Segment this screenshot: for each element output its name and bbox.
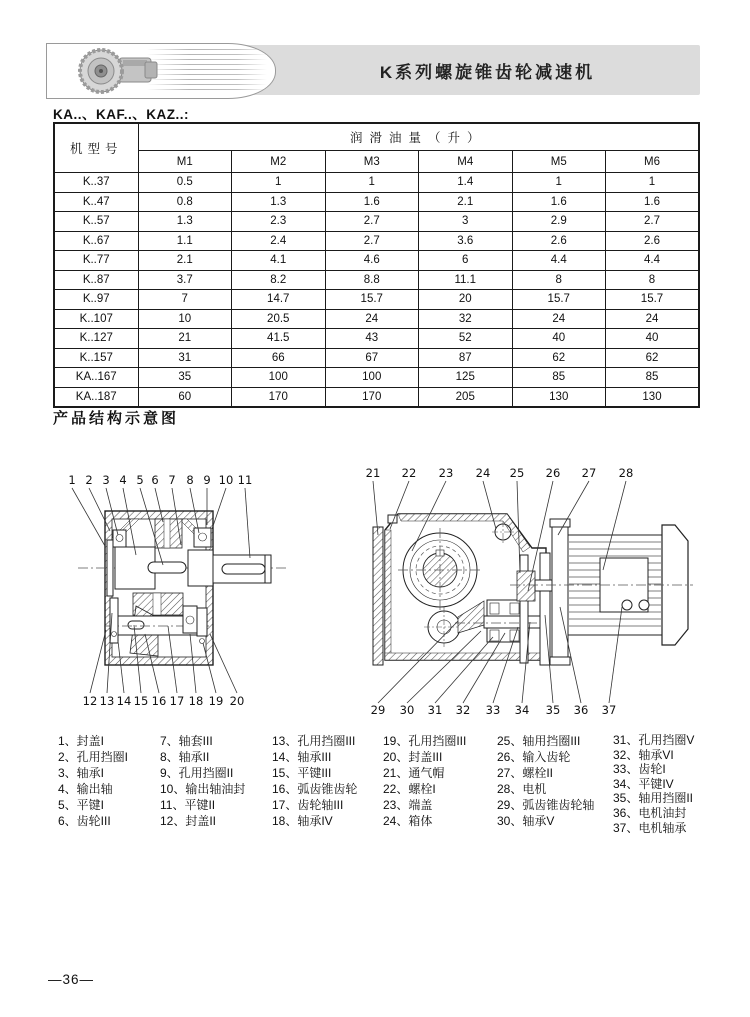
oil-value-cell: 11.1 (419, 270, 513, 290)
table-row (54, 309, 699, 329)
parts-item: 10、输出轴油封 (160, 782, 246, 796)
parts-item: 2、孔用挡圈I (58, 750, 129, 764)
table-row (54, 251, 699, 271)
oil-value-cell: 2.7 (325, 231, 419, 251)
oil-value-cell: 130 (512, 387, 606, 407)
parts-item: 31、孔用挡圈V (613, 733, 695, 747)
callout-number: 28 (618, 466, 634, 480)
parts-item: 14、轴承III (272, 750, 332, 764)
oil-value-cell: 3 (419, 212, 513, 232)
oil-value-cell: 52 (419, 329, 513, 349)
model-column-header: 机型号 (54, 123, 138, 173)
oil-value-cell: 4.4 (512, 251, 606, 271)
parts-item: 7、轴套III (160, 734, 213, 748)
oil-value-cell: 100 (232, 368, 326, 388)
oil-value-cell: 1.1 (138, 231, 232, 251)
oil-value-cell: 66 (232, 348, 326, 368)
callout-number: 1 (68, 473, 76, 487)
callout-number: 31 (427, 703, 443, 717)
oil-value-cell: 87 (419, 348, 513, 368)
callout-number: 21 (365, 466, 381, 480)
oil-value-cell: 62 (606, 348, 700, 368)
oil-value-cell: 2.6 (512, 231, 606, 251)
oil-value-cell: 1.6 (512, 192, 606, 212)
parts-item: 36、电机油封 (613, 805, 687, 820)
gearbox-side-drawing (373, 514, 693, 665)
oil-value-cell: 4.4 (606, 251, 700, 271)
callout-number: 8 (186, 473, 194, 487)
callout-number: 20 (229, 694, 245, 708)
oil-value-cell: 40 (606, 329, 700, 349)
parts-item: 23、端盖 (383, 798, 433, 812)
table-row (54, 192, 699, 212)
model-cell: KA..187 (54, 387, 138, 407)
parts-item: 4、输出轴 (58, 782, 113, 796)
right-structure-diagram (360, 455, 695, 725)
parts-column (272, 733, 357, 829)
callout-number: 33 (485, 703, 501, 717)
oil-value-cell: 8 (512, 270, 606, 290)
leader-line (89, 488, 110, 531)
parts-item: 33、齿轮I (613, 762, 666, 777)
oil-value-cell: 2.4 (232, 231, 326, 251)
parts-column (58, 733, 128, 829)
parts-item: 19、孔用挡圈III (383, 734, 467, 748)
series-label: KA..、KAF..、KAZ..: (53, 107, 189, 122)
table-row (54, 270, 699, 290)
oil-value-cell: 4.1 (232, 251, 326, 271)
parts-column (497, 733, 594, 829)
oil-value-cell: 2.1 (419, 192, 513, 212)
oil-value-cell: 60 (138, 387, 232, 407)
oil-value-cell: 21 (138, 329, 232, 349)
callout-number: 11 (237, 473, 253, 487)
callout-number: 34 (514, 703, 530, 717)
callout-number: 30 (399, 703, 415, 717)
parts-item: 16、弧齿锥齿轮 (272, 782, 358, 796)
model-cell: K..47 (54, 192, 138, 212)
callout-number: 35 (545, 703, 561, 717)
parts-item: 37、电机轴承 (613, 820, 687, 835)
parts-column (160, 733, 245, 829)
parts-item: 3、轴承I (58, 766, 105, 780)
oil-value-cell: 15.7 (512, 290, 606, 310)
callout-number: 12 (82, 694, 98, 708)
table-row (54, 387, 699, 407)
parts-item: 25、轴用挡圈III (497, 734, 581, 748)
model-cell: K..67 (54, 231, 138, 251)
model-cell: KA..167 (54, 368, 138, 388)
oil-value-cell: 2.6 (606, 231, 700, 251)
leader-line (245, 488, 250, 558)
oil-value-cell: 85 (512, 368, 606, 388)
callout-number: 2 (85, 473, 93, 487)
oil-value-cell: 170 (232, 387, 326, 407)
parts-item: 34、平键IV (613, 776, 674, 791)
oil-value-cell: 10 (138, 309, 232, 329)
parts-item: 20、封盖III (383, 750, 443, 764)
callout-number: 18 (188, 694, 204, 708)
oil-value-cell: 1.4 (419, 173, 513, 193)
model-cell: K..87 (54, 270, 138, 290)
callout-number: 32 (455, 703, 471, 717)
table-header-row (54, 123, 699, 151)
callout-number: 24 (475, 466, 491, 480)
parts-item: 15、平键III (272, 766, 332, 780)
model-cell: K..57 (54, 212, 138, 232)
parts-item: 5、平键I (58, 798, 105, 812)
oil-value-cell: 4.6 (325, 251, 419, 271)
size-header-cell: M4 (419, 151, 513, 173)
parts-item: 22、螺栓I (383, 782, 436, 796)
oil-value-cell: 1.6 (606, 192, 700, 212)
leader-line (558, 481, 589, 535)
oil-value-cell: 1 (512, 173, 606, 193)
callout-number: 19 (208, 694, 224, 708)
callout-number: 7 (168, 473, 176, 487)
header-logo-box (46, 43, 276, 99)
parts-item: 28、电机 (497, 782, 547, 796)
oil-value-cell: 2.1 (138, 251, 232, 271)
parts-item: 13、孔用挡圈III (272, 734, 356, 748)
table-row (54, 231, 699, 251)
callout-number: 9 (203, 473, 211, 487)
oil-value-cell: 1.3 (232, 192, 326, 212)
parts-item: 26、输入齿轮 (497, 750, 571, 764)
parts-item: 18、轴承IV (272, 814, 333, 828)
leader-line (72, 488, 105, 546)
oil-value-cell: 100 (325, 368, 419, 388)
parts-column (383, 733, 466, 829)
parts-item: 11、平键II (160, 798, 216, 812)
oil-value-cell: 1 (232, 173, 326, 193)
model-cell: K..107 (54, 309, 138, 329)
size-header-cell: M1 (138, 151, 232, 173)
parts-column (613, 733, 694, 835)
callout-number: 22 (401, 466, 417, 480)
leader-line (212, 488, 226, 529)
callout-number: 16 (151, 694, 167, 708)
parts-item: 29、弧齿锥齿轮轴 (497, 798, 595, 812)
oil-value-cell: 62 (512, 348, 606, 368)
gearbox-section-drawing (78, 511, 288, 665)
oil-value-cell: 2.7 (606, 212, 700, 232)
size-header-cell: M2 (232, 151, 326, 173)
callout-number: 36 (573, 703, 589, 717)
oil-value-cell: 2.3 (232, 212, 326, 232)
oil-value-cell: 14.7 (232, 290, 326, 310)
oil-value-cell: 35 (138, 368, 232, 388)
table-row (54, 348, 699, 368)
callout-number: 26 (545, 466, 561, 480)
structure-section-title: 产品结构示意图 (53, 410, 180, 427)
oil-value-cell: 15.7 (606, 290, 700, 310)
model-cell: K..157 (54, 348, 138, 368)
oil-quantity-header: 润滑油量（升） (138, 123, 699, 151)
gearmotor-photo (75, 48, 161, 94)
oil-table-body (54, 173, 699, 408)
oil-value-cell: 8.2 (232, 270, 326, 290)
oil-value-cell: 130 (606, 387, 700, 407)
oil-value-cell: 67 (325, 348, 419, 368)
model-cell: K..77 (54, 251, 138, 271)
oil-value-cell: 8.8 (325, 270, 419, 290)
size-header-row (54, 151, 699, 173)
callout-number: 5 (136, 473, 144, 487)
parts-item: 12、封盖II (160, 814, 217, 828)
oil-value-cell: 31 (138, 348, 232, 368)
header-band (235, 45, 700, 95)
table-row (54, 368, 699, 388)
model-cell: K..127 (54, 329, 138, 349)
table-row (54, 290, 699, 310)
parts-item: 27、螺栓II (497, 766, 554, 780)
callout-number: 13 (99, 694, 115, 708)
oil-value-cell: 85 (606, 368, 700, 388)
oil-value-cell: 24 (606, 309, 700, 329)
callout-number: 10 (218, 473, 234, 487)
lubricating-oil-table (53, 122, 700, 408)
left-structure-diagram (60, 458, 360, 713)
parts-item: 35、轴用挡圈II (613, 791, 694, 806)
model-cell: K..37 (54, 173, 138, 193)
callout-number: 25 (509, 466, 525, 480)
oil-value-cell: 1.6 (325, 192, 419, 212)
parts-item: 24、箱体 (383, 814, 433, 828)
oil-value-cell: 20 (419, 290, 513, 310)
callout-number: 37 (601, 703, 617, 717)
parts-item: 1、封盖I (58, 734, 105, 748)
callout-number: 3 (102, 473, 110, 487)
oil-value-cell: 6 (419, 251, 513, 271)
oil-value-cell: 43 (325, 329, 419, 349)
callout-number: 27 (581, 466, 597, 480)
parts-item: 8、轴承II (160, 750, 210, 764)
table-row (54, 173, 699, 193)
page-number: —36— (48, 972, 95, 987)
parts-list (58, 733, 718, 843)
size-header-cell: M3 (325, 151, 419, 173)
oil-value-cell: 2.9 (512, 212, 606, 232)
oil-value-cell: 15.7 (325, 290, 419, 310)
oil-value-cell: 0.8 (138, 192, 232, 212)
model-cell: K..97 (54, 290, 138, 310)
oil-value-cell: 3.6 (419, 231, 513, 251)
table-row (54, 212, 699, 232)
parts-item: 30、轴承V (497, 814, 555, 828)
oil-value-cell: 1 (606, 173, 700, 193)
callout-number: 23 (438, 466, 454, 480)
oil-value-cell: 3.7 (138, 270, 232, 290)
parts-item: 9、孔用挡圈II (160, 766, 234, 780)
oil-value-cell: 125 (419, 368, 513, 388)
parts-item: 17、齿轮轴III (272, 798, 344, 812)
oil-value-cell: 32 (419, 309, 513, 329)
oil-value-cell: 41.5 (232, 329, 326, 349)
oil-value-cell: 7 (138, 290, 232, 310)
parts-item: 32、轴承VI (613, 747, 674, 762)
parts-item: 21、通气帽 (383, 766, 445, 780)
oil-value-cell: 205 (419, 387, 513, 407)
size-header-cell: M5 (512, 151, 606, 173)
oil-value-cell: 1.3 (138, 212, 232, 232)
oil-value-cell: 2.7 (325, 212, 419, 232)
callout-number: 6 (151, 473, 159, 487)
size-header-cell: M6 (606, 151, 700, 173)
oil-value-cell: 40 (512, 329, 606, 349)
leader-line (90, 630, 106, 693)
oil-value-cell: 8 (606, 270, 700, 290)
parts-item: 6、齿轮III (58, 814, 111, 828)
oil-value-cell: 24 (512, 309, 606, 329)
callout-number: 14 (116, 694, 132, 708)
oil-value-cell: 0.5 (138, 173, 232, 193)
callout-number: 17 (169, 694, 185, 708)
callout-number: 29 (370, 703, 386, 717)
callout-number: 4 (119, 473, 127, 487)
oil-value-cell: 24 (325, 309, 419, 329)
speed-lines-fade (147, 49, 267, 93)
oil-value-cell: 1 (325, 173, 419, 193)
callout-number: 15 (133, 694, 149, 708)
table-row (54, 329, 699, 349)
page-title: K系列螺旋锥齿轮减速机 (379, 62, 596, 82)
oil-value-cell: 170 (325, 387, 419, 407)
oil-value-cell: 20.5 (232, 309, 326, 329)
